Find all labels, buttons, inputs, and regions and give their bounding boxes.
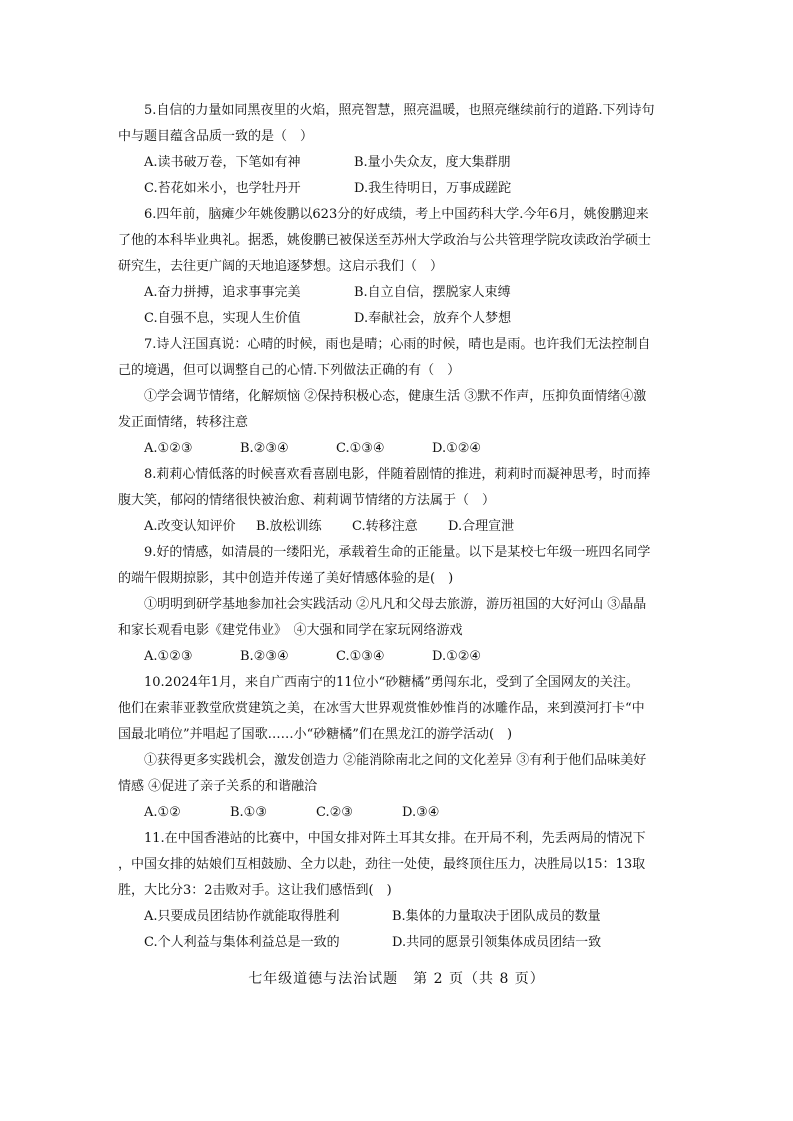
option-row [118,306,680,332]
question-stem-line: ，中国女排的姑娘们互相鼓励、全力以赴，劲往一处使，最终顶住压力，决胜局以15：13取 [118,857,646,872]
option-a: A.①②③ [144,649,193,664]
question-9 [118,540,680,670]
question-5 [118,98,680,202]
option-a: A.读书破万卷，下笔如有神 [144,155,301,170]
option-row [118,904,680,930]
option-row [118,176,680,202]
option-c: C.①③④ [336,441,385,456]
option-a: A.只要成员团结协作就能取得胜利 [144,909,340,924]
question-stem-line: 10.2024年1月，来自广西南宁的11位小“砂糖橘”勇闯东北，受到了全国网友的关注。 [144,675,639,690]
question-stem-line: 了他的本科毕业典礼。据悉，姚俊鹏已被保送至苏州大学政治与公共管理学院攻读政治学硕士 [118,233,652,248]
question-stem-line: 9.好的情感，如清晨的一缕阳光，承载着生命的正能量。以下是某校七年级一班四名同学 [144,545,651,560]
option-c: C.②③ [316,805,353,820]
option-row [118,800,680,826]
question-stem-line: 国最北哨位”并唱起了国歌……小“砂糖橘”们在黑龙江的游学活动( ) [118,727,513,742]
statement-line: ①学会调节情绪，化解烦恼 ②保持积极心态，健康生活 ③默不作声，压抑负面情绪④激 [144,389,647,404]
option-row [118,436,680,462]
question-stem-line: 6.四年前，脑瘫少年姚俊鹏以623分的好成绩，考上中国药科大学.今年6月，姚俊鹏迎来 [144,207,649,222]
option-b: B.②③④ [240,441,289,456]
option-row [118,280,680,306]
option-row [118,930,680,956]
option-a: A.①②③ [144,441,193,456]
option-d: D.共同的愿景引领集体成员团结一致 [392,935,602,950]
option-b: B.②③④ [240,649,289,664]
option-b: B.①③ [230,805,267,820]
question-stem-line: 11.在中国香港站的比赛中，中国女排对阵土耳其女排。在开局不利，先丢两局的情况下 [144,831,646,846]
option-b: B.集体的力量取决于团队成员的数量 [392,909,601,924]
question-stem-line: 8.莉莉心情低落的时候喜欢看喜剧电影，伴随着剧情的推进，莉莉时而凝神思考，时而捧 [144,467,651,482]
option-d: D.我生待明日，万事成蹉跎 [354,181,512,196]
option-b: B.放松训练 [256,519,322,534]
option-c: C.①③④ [336,649,385,664]
question-stem-line: 7.诗人汪国真说：心晴的时候，雨也是晴；心雨的时候，晴也是雨。也许我们无法控制自 [144,337,651,352]
option-d: D.奉献社会，放弃个人梦想 [354,311,512,326]
option-row [118,150,680,176]
question-stem-line: 5.自信的力量如同黑夜里的火焰，照亮智慧，照亮温暖，也照亮继续前行的道路.下列诗句 [144,103,655,118]
option-c: C.转移注意 [352,519,418,534]
question-stem-line: 研究生，去往更广阔的天地追逐梦想。这启示我们（ ） [118,259,444,274]
option-row [118,514,680,540]
question-8 [118,462,680,540]
question-list [118,98,680,956]
question-stem-line: 己的境遇，但可以调整自己的心情.下列做法正确的有（ ） [118,363,461,378]
option-d: D.①②④ [432,441,482,456]
statement-line: ①明明到研学基地参加社会实践活动 ②凡凡和父母去旅游，游历祖国的大好河山 ③晶晶 [144,597,647,612]
option-c: C.自强不息，实现人生价值 [144,311,301,326]
statement-line: ①获得更多实践机会，激发创造力 ②能消除南北之间的文化差异 ③有利于他们品味美好 [144,753,647,768]
option-b: B.自立自信，摆脱家人束缚 [354,285,511,300]
question-stem-line: 腹大笑，郁闷的情绪很快被治愈、莉莉调节情绪的方法属于（ ） [118,493,496,508]
question-10 [118,670,680,826]
question-stem-line: 中与题目蕴含品质一致的是（ ） [118,129,314,144]
question-stem-line: 胜，大比分3：2击败对手。这让我们感悟到( ) [118,883,392,898]
statement-line: 发正面情绪，转移注意 [118,415,249,430]
question-11 [118,826,680,956]
question-6 [118,202,680,332]
option-row [118,644,680,670]
option-d: D.①②④ [432,649,482,664]
option-a: A.改变认知评价 [144,519,236,534]
statement-line: 情感 ④促进了亲子关系的和谐融洽 [118,779,318,794]
question-stem-line: 他们在索菲亚教堂欣赏建筑之美，在冰雪大世界观赏惟妙惟肖的冰雕作品，来到漠河打卡“中 [118,701,645,716]
option-a: A.①② [144,805,181,820]
option-d: D.③④ [402,805,440,820]
page-footer: 七年级道德与法治试题 第 2 页（共 8 页） [248,971,545,987]
question-stem-line: 的端午假期掠影，其中创造并传递了美好情感体验的是( ) [118,571,454,586]
statement-line: 和家长观看电影《建党伟业》 ④大强和同学在家玩网络游戏 [118,623,463,638]
question-7 [118,332,680,462]
option-d: D.合理宣泄 [448,519,515,534]
option-c: C.个人利益与集体利益总是一致的 [144,935,340,950]
option-a: A.奋力拼搏，追求事事完美 [144,285,301,300]
option-c: C.苔花如米小，也学牡丹开 [144,181,301,196]
option-b: B.量小失众友，度大集群朋 [354,155,511,170]
